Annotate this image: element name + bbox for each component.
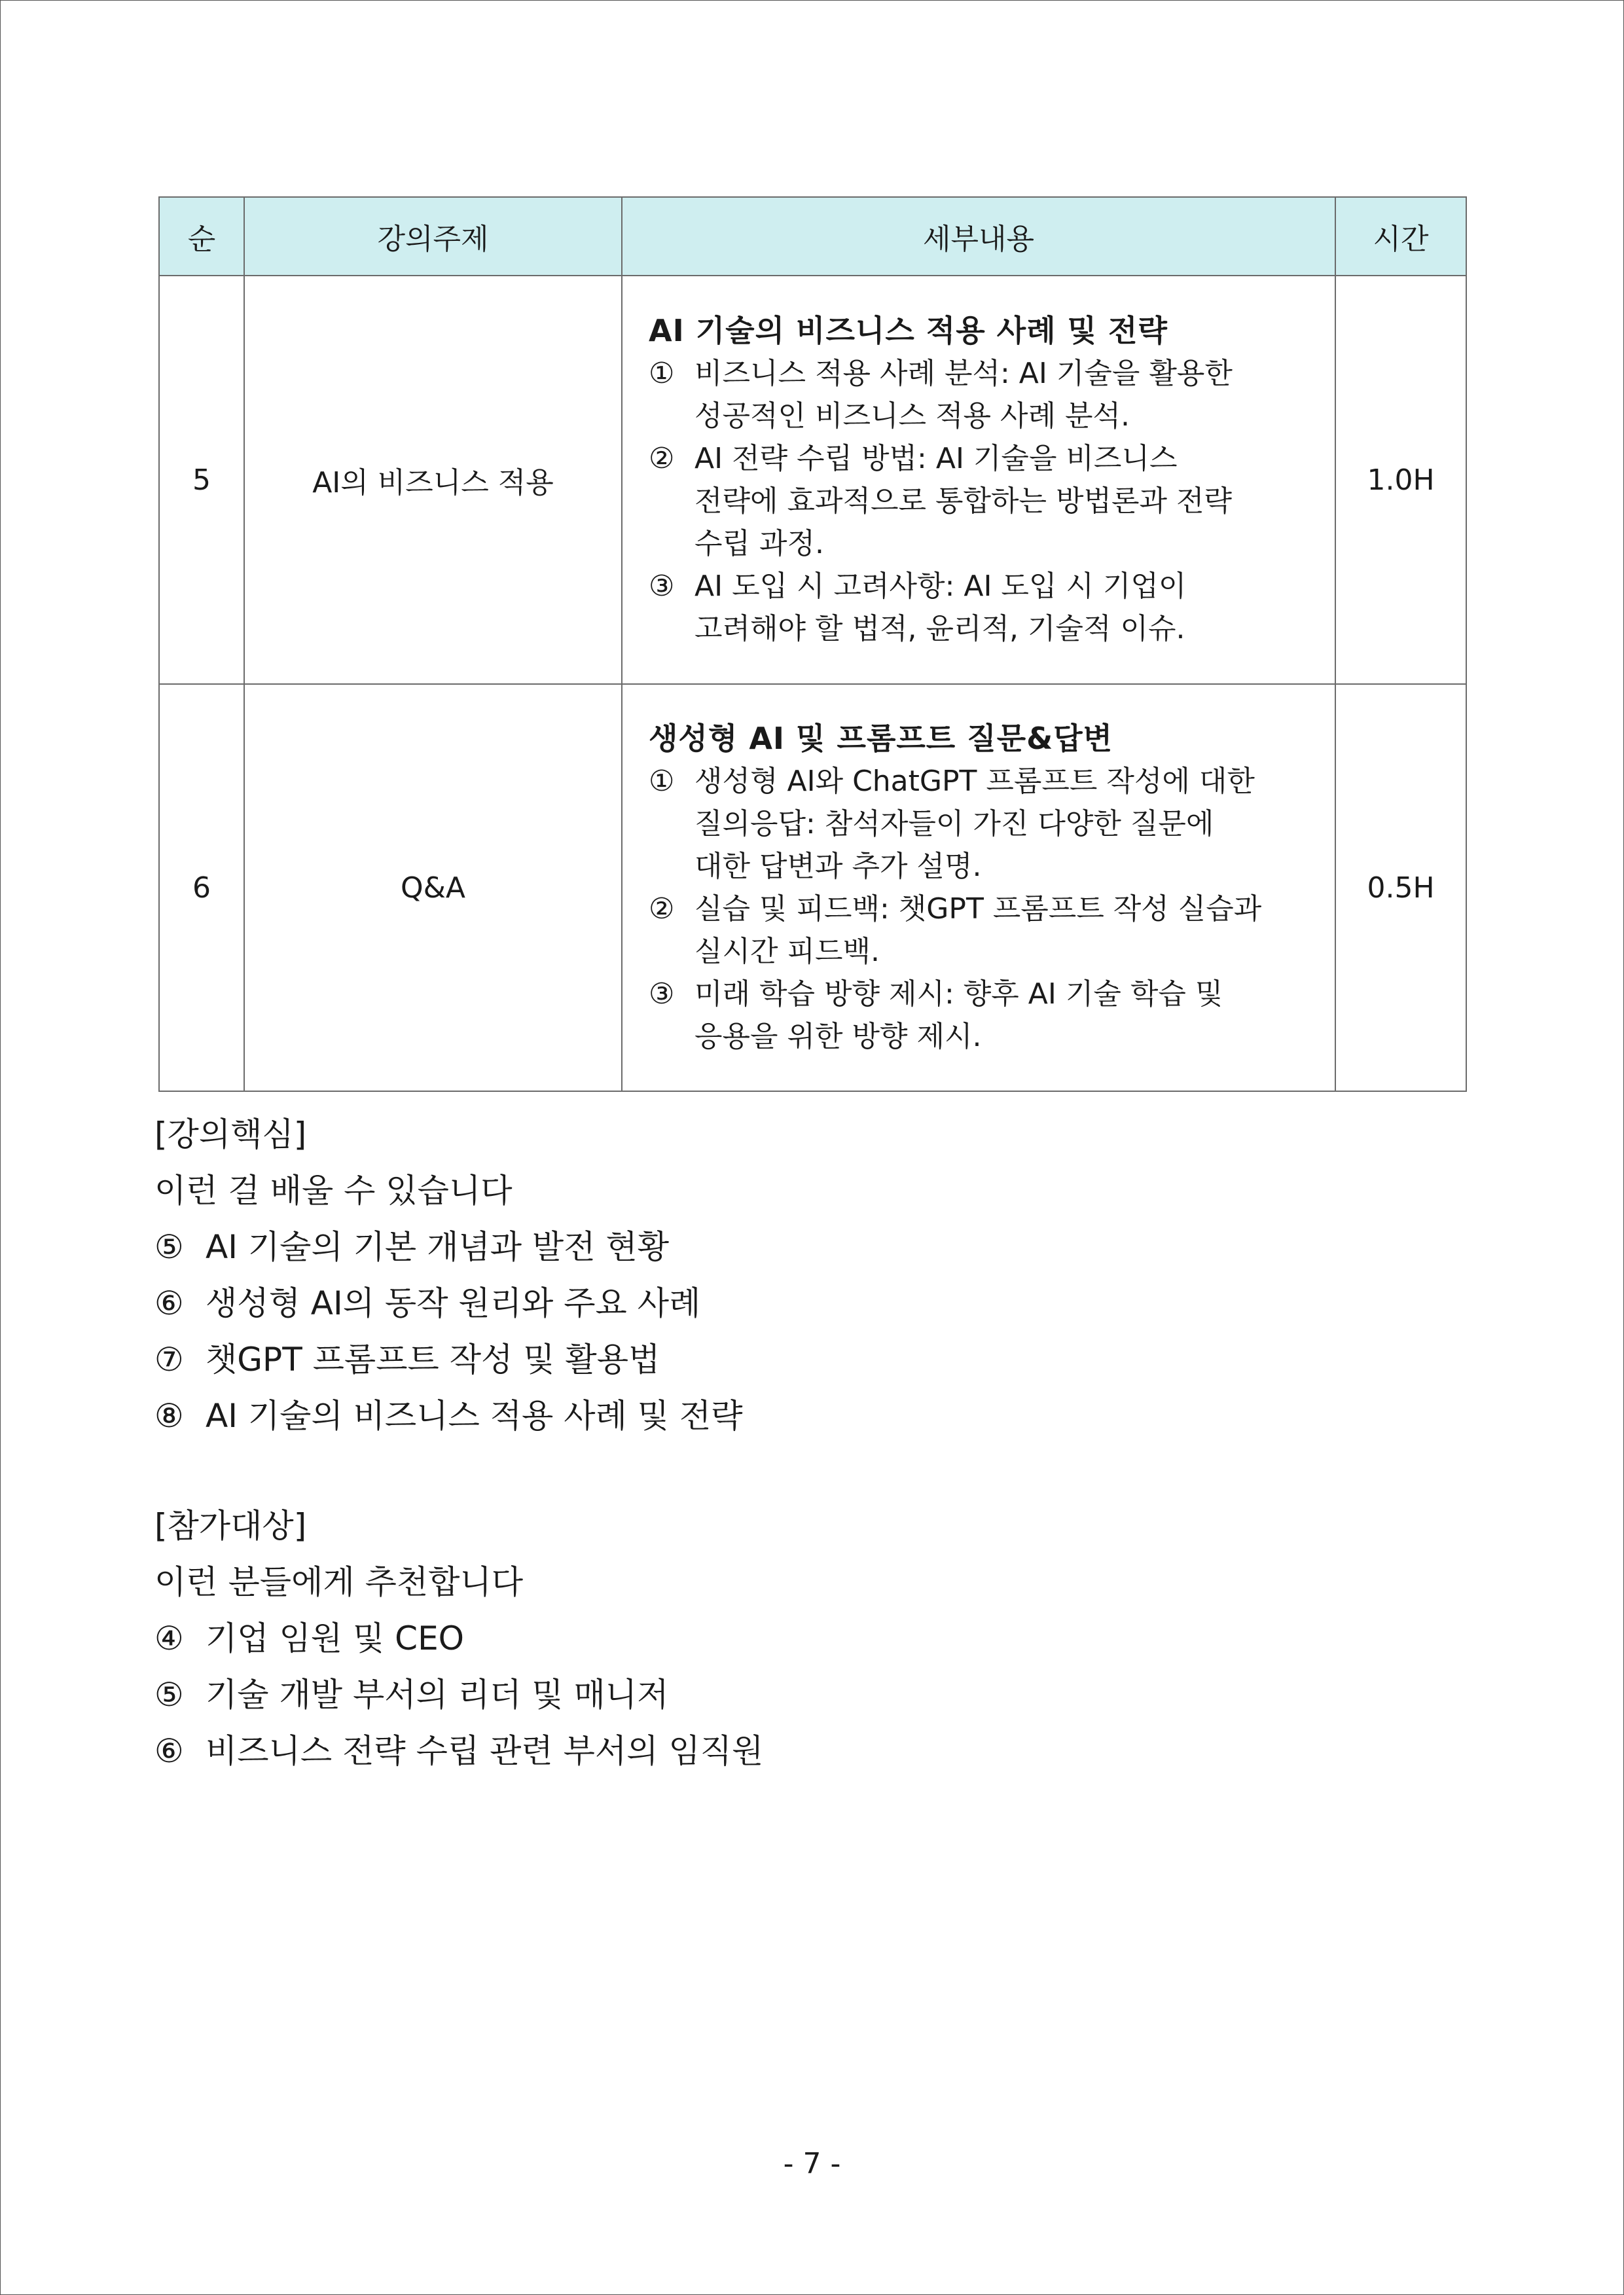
course-schedule-table xyxy=(158,196,1467,1092)
row-time: 0.5H xyxy=(1335,684,1466,1091)
item-number: ⑥ xyxy=(154,1284,184,1322)
detail-item xyxy=(649,437,1322,565)
detail-item xyxy=(649,565,1322,650)
row-topic: AI의 비즈니스 적용 xyxy=(244,276,622,684)
section-heading: [강의핵심] xyxy=(154,1115,307,1153)
section-intro: 이런 걸 배울 수 있습니다 xyxy=(154,1172,513,1210)
header-details: 세부내용 xyxy=(622,197,1335,276)
item-text: 비즈니스 전략 수립 관련 부서의 임직원 xyxy=(206,1732,764,1770)
list-item xyxy=(154,1610,1398,1667)
row-order: 6 xyxy=(159,684,244,1091)
detail-item xyxy=(649,352,1322,437)
list-item xyxy=(154,1219,1398,1275)
detail-item xyxy=(649,760,1322,888)
list-item xyxy=(154,1667,1398,1723)
item-number: ⑥ xyxy=(154,1732,184,1770)
item-text: 고려해야 할 법적, 윤리적, 기술적 이슈. xyxy=(695,612,1185,645)
item-text: AI 기술의 기본 개념과 발전 현황 xyxy=(206,1228,670,1266)
item-text: 전략에 효과적으로 통합하는 방법론과 전략 xyxy=(695,484,1233,518)
header-order: 순 xyxy=(159,197,244,276)
section-heading: [참가대상] xyxy=(154,1507,307,1545)
row-time: 1.0H xyxy=(1335,276,1466,684)
item-text: AI 기술의 비즈니스 적용 사례 및 전략 xyxy=(206,1397,743,1435)
item-text: 성공적인 비즈니스 적용 사례 분석. xyxy=(695,399,1130,433)
row-details xyxy=(622,684,1335,1091)
item-number: ③ xyxy=(649,569,675,603)
table-header-row xyxy=(159,197,1466,276)
item-number: ③ xyxy=(649,977,675,1011)
detail-item xyxy=(649,973,1322,1058)
item-text: 응용을 위한 방향 제시. xyxy=(695,1020,982,1053)
item-number: ④ xyxy=(154,1619,184,1657)
list-item xyxy=(154,1388,1398,1444)
header-topic: 강의주제 xyxy=(244,197,622,276)
section-intro: 이런 분들에게 추천합니다 xyxy=(154,1563,524,1601)
item-number: ① xyxy=(649,765,675,798)
info-sections xyxy=(154,1106,1398,1833)
item-number: ② xyxy=(649,892,675,926)
item-text: 미래 학습 방향 제시: 향후 AI 기술 학습 및 xyxy=(695,977,1223,1011)
detail-title: 생성형 AI 및 프롬프트 질문&답변 xyxy=(649,721,1113,756)
item-text: 기업 임원 및 CEO xyxy=(206,1619,465,1657)
list-item xyxy=(154,1723,1398,1779)
item-number: ⑤ xyxy=(154,1676,184,1714)
item-text: 챗GPT 프롬프트 작성 및 활용법 xyxy=(206,1341,660,1379)
row-topic: Q&A xyxy=(244,684,622,1091)
audience-section xyxy=(154,1498,1398,1779)
item-text: AI 도입 시 고려사항: AI 도입 시 기업이 xyxy=(695,569,1187,603)
page-number: - 7 - xyxy=(783,2147,841,2180)
item-number: ⑤ xyxy=(154,1228,184,1266)
item-text: 대한 답변과 추가 설명. xyxy=(695,850,982,883)
item-text: 수립 과정. xyxy=(695,527,824,560)
row-order: 5 xyxy=(159,276,244,684)
item-text: AI 전략 수립 방법: AI 기술을 비즈니스 xyxy=(695,442,1178,475)
item-text: 실습 및 피드백: 챗GPT 프롬프트 작성 실습과 xyxy=(695,892,1262,926)
item-text: 질의응답: 참석자들이 가진 다양한 질문에 xyxy=(695,807,1214,840)
item-text: 실시간 피드백. xyxy=(695,935,880,968)
list-item xyxy=(154,1275,1398,1331)
item-text: 생성형 AI와 ChatGPT 프롬프트 작성에 대한 xyxy=(695,765,1255,798)
table-row xyxy=(159,684,1466,1091)
core-section xyxy=(154,1106,1398,1444)
item-number: ⑦ xyxy=(154,1341,184,1379)
detail-item xyxy=(649,888,1322,973)
item-text: 기술 개발 부서의 리더 및 매니저 xyxy=(206,1676,669,1714)
item-text: 비즈니스 적용 사례 분석: AI 기술을 활용한 xyxy=(695,357,1233,390)
item-number: ② xyxy=(649,442,675,475)
item-number: ⑧ xyxy=(154,1397,184,1435)
header-time: 시간 xyxy=(1335,197,1466,276)
detail-title: AI 기술의 비즈니스 적용 사례 및 전략 xyxy=(649,313,1168,348)
list-item xyxy=(154,1331,1398,1388)
row-details xyxy=(622,276,1335,684)
table-row xyxy=(159,276,1466,684)
item-number: ① xyxy=(649,357,675,390)
item-text: 생성형 AI의 동작 원리와 주요 사례 xyxy=(206,1284,701,1322)
